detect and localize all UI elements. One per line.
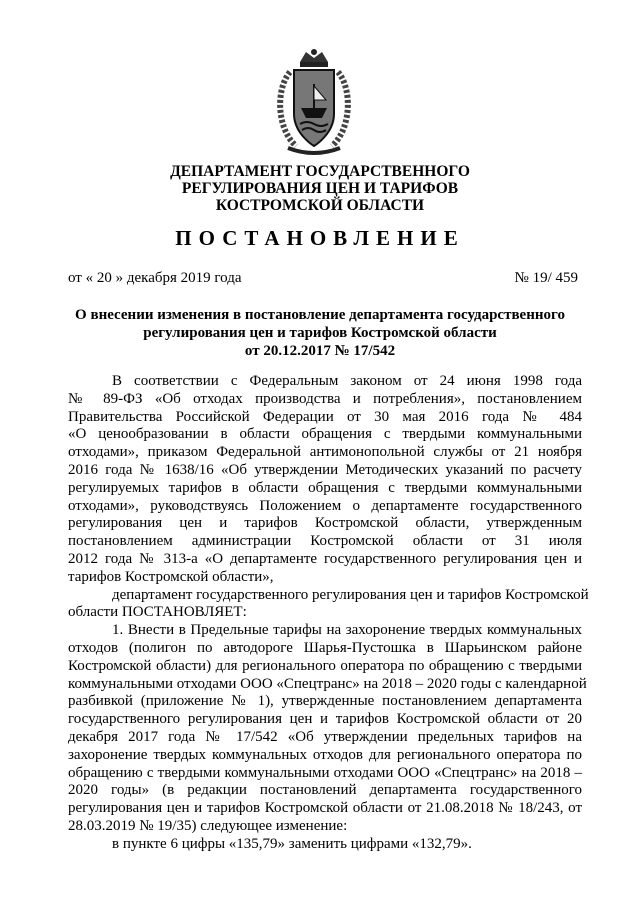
body-line: регулирования цен и тарифов Костромской области, утвержденным [68,515,582,532]
body-line: 2012 года № 313-а «О департаменте государственного регулирования цен и [68,550,582,567]
document-body [68,373,589,854]
body-line: В соответствии с Федеральным законом от 24 июня 1998 года [112,373,582,389]
body-line: 2020 годы» (в редакции постановлений департамента государственного [68,782,582,799]
body-line: захоронение твердых коммунальных отходов для регионального оператора по [68,746,582,763]
document-type-title: ПОСТАНОВЛЕНИЕ [175,226,465,250]
department-line-3: КОСТРОМСКОЙ ОБЛАСТИ [215,197,425,214]
document-number: № 19/ 459 [514,270,578,286]
body-line: коммунальными отходами ООО «Спецтранс» на 2018 – 2020 годы с календарной [68,675,587,692]
body-line: декабря 2017 года № 17/542 «Об утверждении предельных тарифов на [68,728,582,745]
body-line: № 89-ФЗ «Об отходах производства и потребления», постановлением [68,390,582,407]
body-line: Костромской области) для регионального оператора по обращению с твердыми [68,657,582,674]
subject-line-3: от 20.12.2017 № 17/542 [244,343,396,359]
body-line: в пункте 6 цифры «135,79» заменить цифрами «132,79». [112,835,472,852]
body-line: 1. Внести в Предельные тарифы на захоронение твердых коммунальных [112,622,582,639]
subject-line-1: О внесении изменения в постановление департамента государственного [75,307,565,323]
body-line: тарифов Костромской области», [68,568,274,585]
body-line: области ПОСТАНОВЛЯЕТ: [68,604,247,621]
document-subject [60,306,580,360]
body-line: 2016 года № 1638/16 «Об утверждении Методических указаний по расчету [68,461,582,478]
body-line: отходами», руководствуясь Положением о департаменте государственного [68,497,582,514]
body-line: государственного регулирования цен и тарифов Костромской области от 20 [68,711,582,728]
body-line: департамент государственного регулирования цен и тарифов Костромской [112,586,589,603]
body-line: разбивкой (приложение № 1), утвержденные постановлением департамента [68,693,582,710]
department-header [0,163,640,214]
document-date: от « 20 » декабря 2019 года [68,270,242,286]
body-line: регулирования цен и тарифов Костромской области от 21.08.2018 № 18/243, от [68,800,582,817]
department-line-1: ДЕПАРТАМЕНТ ГОСУДАРСТВЕННОГО [170,163,470,180]
body-line: постановлением администрации Костромской области от 31 июля [68,533,582,550]
subject-line-2: регулирования цен и тарифов Костромской области [143,325,497,341]
body-line: отходами», приказом Федеральной антимонопольной службы от 21 ноября [68,444,582,461]
body-line: обращению с твердыми коммунальными отходами ООО «Спецтранс» на 2018 – [68,764,582,781]
body-line: регулируемых тарифов в области обращения с твердыми коммунальными [68,479,582,496]
body-line: «О ценообразовании в области обращения с твердыми коммунальными [68,426,582,443]
body-line: 28.03.2019 № 19/35) следующее изменение: [68,817,348,834]
body-line: Правительства Российской Федерации от 30 мая 2016 года № 484 [68,408,582,425]
coat-of-arms-emblem [270,48,358,158]
body-line: отходов (полигон по автодороге Шарья-Пустошка в Шарьинском районе [68,639,582,656]
department-line-2: РЕГУЛИРОВАНИЯ ЦЕН И ТАРИФОВ [181,180,459,197]
